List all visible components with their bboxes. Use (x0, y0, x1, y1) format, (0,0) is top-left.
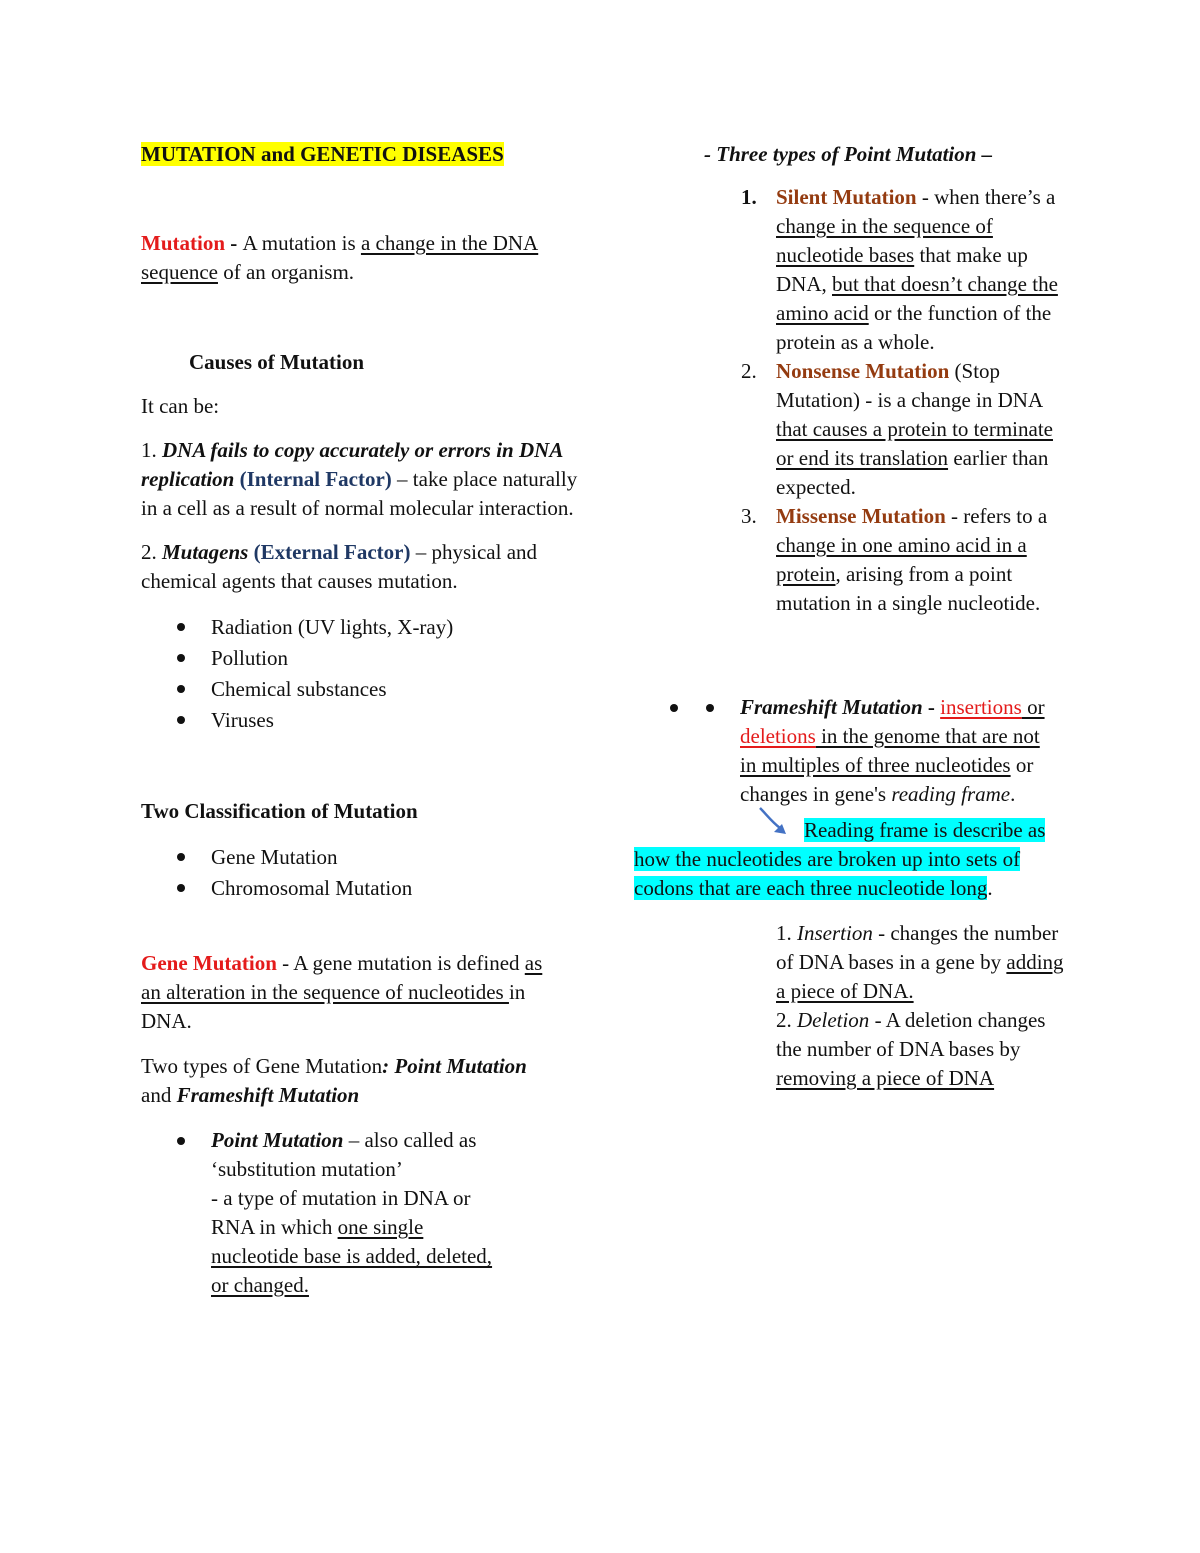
left-column (141, 140, 581, 1300)
external-factor-label: (External Factor) (248, 540, 411, 564)
insertions-word: insertions (940, 695, 1022, 719)
frameshift-dash: - (922, 695, 941, 719)
cause-2-description: – physical and chemical agents that causes mutation. (141, 540, 538, 593)
gene-types-and: and (141, 1083, 177, 1107)
list-item (634, 502, 1076, 618)
gene-mutation-term: Gene Mutation (141, 951, 277, 975)
missense-text-2: , arising from a point mutation in a single nucleotide. (776, 562, 1041, 615)
point-mutation-aka: – also called as ‘substitution mutation’ (211, 1128, 477, 1181)
gene-mutation-underline: as an alteration in the sequence of nucleotides (141, 951, 543, 1004)
frameshift-or: or (1021, 695, 1045, 719)
silent-text-3: or the function of the protein as a whole. (776, 301, 1052, 354)
list-item: Radiation (UV lights, X-ray) (141, 612, 581, 643)
insertion-number: 1. (776, 921, 797, 945)
reading-frame-paragraph (634, 816, 1054, 903)
reading-frame-term: reading frame (891, 782, 1011, 806)
deletion-definition (634, 1006, 1066, 1093)
mutation-dash: - (225, 231, 243, 255)
point-types-heading: - Three types of Point Mutation – (704, 142, 993, 166)
mutation-term: Mutation (141, 231, 225, 255)
frameshift-end: . (1010, 782, 1016, 806)
frameshift-term: Frameshift Mutation (740, 695, 923, 719)
curved-arrow-icon (756, 804, 796, 840)
silent-mutation-term: Silent Mutation (776, 185, 917, 209)
nonsense-text-2: earlier than expected. (776, 446, 1049, 499)
gene-types-colon: : (382, 1054, 395, 1078)
bullet-icon (706, 704, 714, 712)
gene-mutation-text-end: in DNA. (141, 980, 526, 1033)
cause-1 (141, 436, 581, 523)
insertion-underline: adding a piece of DNA. (776, 950, 1064, 1003)
reading-frame-end: . (987, 876, 993, 900)
list-item: Pollution (141, 643, 581, 674)
missense-number: 3. (741, 504, 757, 528)
document-title (141, 140, 581, 169)
causes-heading: Causes of Mutation (189, 350, 365, 374)
gene-types-text: Two types of Gene Mutation (141, 1054, 383, 1078)
right-column (634, 140, 1074, 1093)
deletion-number: 2. (776, 1008, 797, 1032)
list-item (634, 693, 1058, 809)
reading-frame-note (634, 816, 1054, 903)
point-mutation-list (141, 1126, 581, 1300)
mutation-definition (141, 229, 541, 287)
gene-mutation-types (141, 1052, 541, 1110)
it-can-be: It can be: (141, 394, 220, 418)
point-mutation-term: Point Mutation (211, 1128, 344, 1152)
cause-2-title: Mutagens (162, 540, 249, 564)
deletion-term: Deletion (797, 1008, 870, 1032)
silent-underline-2: but that doesn’t change the amino acid (776, 272, 1058, 325)
classification-list (141, 842, 581, 904)
cause-1-description: – take place naturally in a cell as a result of normal molecular interaction. (141, 467, 578, 520)
mutation-text-end: of an organism. (217, 260, 355, 284)
list-item (141, 1126, 511, 1300)
silent-text-2: that make up DNA, (776, 243, 1028, 296)
deletions-word: deletions (740, 724, 816, 748)
insertion-term: Insertion (797, 921, 873, 945)
cause-2 (141, 538, 581, 596)
insertion-text: - changes the number of DNA bases in a gene by (776, 921, 1059, 974)
list-item (634, 183, 1076, 357)
list-item: Gene Mutation (141, 842, 581, 873)
point-mutation-underline: one single nucleotide base is added, deleted, or changed. (211, 1215, 493, 1297)
list-item: Chromosomal Mutation (141, 873, 581, 904)
deletion-underline: removing a piece of DNA (776, 1066, 995, 1090)
point-mutation-label: Point Mutation (394, 1054, 527, 1078)
gene-mutation-text: - A gene mutation is defined (276, 951, 525, 975)
nonsense-text: (Stop Mutation) - is a change in DNA (776, 359, 1042, 412)
cause-1-title: DNA fails to copy accurately or errors in DNA replication (141, 438, 563, 491)
nonsense-underline: that causes a protein to terminate or end its translation (776, 417, 1053, 470)
mutagens-list (141, 612, 581, 736)
missense-underline: change in one amino acid in a protein (776, 533, 1027, 586)
cause-2-number: 2. (141, 540, 162, 564)
mutation-text: A mutation is (242, 231, 361, 255)
list-item: Chemical substances (141, 674, 581, 705)
frameshift-mutation-label: Frameshift Mutation (176, 1083, 360, 1107)
list-item: Viruses (141, 705, 581, 736)
frameshift-underline: in the genome that are not in multiples of three nucleotides (740, 724, 1040, 777)
cause-1-number: 1. (141, 438, 162, 462)
frameshift-list (634, 693, 1074, 809)
silent-underline: change in the sequence of nucleotide bases (776, 214, 993, 267)
insertion-definition (634, 919, 1066, 1006)
nonsense-mutation-term: Nonsense Mutation (776, 359, 950, 383)
point-types-list (634, 183, 1074, 618)
classification-heading: Two Classification of Mutation (141, 799, 418, 823)
point-mutation-description: - a type of mutation in DNA or RNA in which (211, 1186, 471, 1239)
document-title-text: MUTATION and GENETIC DISEASES (141, 142, 504, 166)
missense-text: - refers to a (945, 504, 1048, 528)
silent-number: 1. (741, 185, 757, 209)
frameshift-text: or changes in gene's (740, 753, 1034, 806)
silent-text: - when there’s a (916, 185, 1056, 209)
deletion-text: - A deletion changes the number of DNA bases by (776, 1008, 1046, 1061)
internal-factor-label: (Internal Factor) (234, 467, 392, 491)
missense-mutation-term: Missense Mutation (776, 504, 946, 528)
gene-mutation-definition (141, 949, 551, 1036)
list-item (634, 357, 1066, 502)
reading-frame-highlight: Reading frame is describe as how the nucleotides are broken up into sets of codons that are each three nucleotide long (634, 818, 1046, 900)
mutation-underline: a change in the DNA sequence (141, 231, 539, 284)
nonsense-number: 2. (741, 359, 757, 383)
